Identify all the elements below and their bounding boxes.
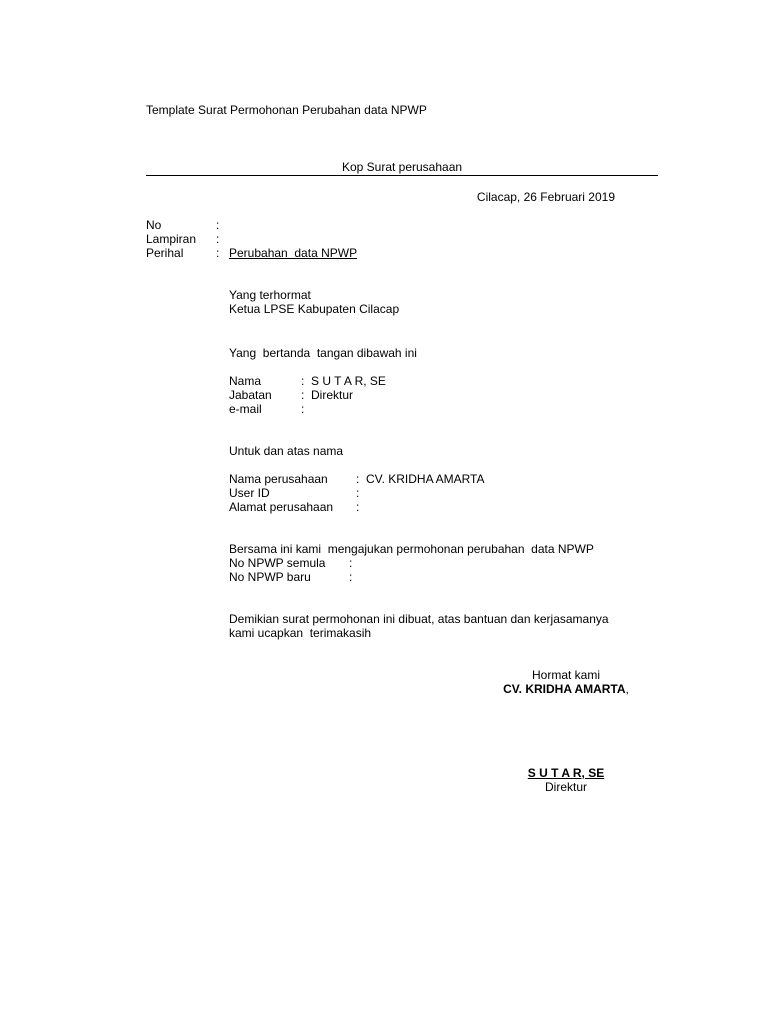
request-intro: Bersama ini kami mengajukan permohonan perubahan data NPWP — [229, 542, 594, 556]
ref-perihal-value: Perubahan data NPWP — [229, 246, 358, 260]
company-nama-colon: : — [356, 472, 360, 486]
recipient-name: Ketua LPSE Kabupaten Cilacap — [229, 302, 400, 316]
signer-nama-value: S U T A R, SE — [311, 374, 386, 388]
ref-perihal-colon: : — [216, 246, 220, 260]
npwp-old-colon: : — [349, 556, 353, 570]
recipient-salutation: Yang terhormat — [229, 288, 311, 302]
npwp-new-colon: : — [349, 570, 353, 584]
letterhead-placeholder: Kop Surat perusahaan — [341, 160, 463, 174]
signer-jabatan-colon: : — [301, 388, 305, 402]
ref-lampiran-colon: : — [216, 232, 220, 246]
npwp-old-label: No NPWP semula — [229, 556, 326, 570]
company-nama-label: Nama perusahaan — [229, 472, 328, 486]
signature-name-line — [466, 766, 666, 780]
signature-company-line — [466, 682, 666, 696]
template-title: Template Surat Permohonan Perubahan data NPWP — [146, 103, 427, 117]
place-date: Cilacap, 26 Februari 2019 — [476, 190, 615, 204]
ref-no-label: No — [146, 218, 162, 232]
ref-lampiran-label: Lampiran — [146, 232, 197, 246]
company-alamat-label: Alamat perusahaan — [229, 500, 334, 514]
signer-nama-label: Nama — [229, 374, 262, 388]
signer-jabatan-label: Jabatan — [229, 388, 272, 402]
signer-nama-colon: : — [301, 374, 305, 388]
ref-no-colon: : — [216, 218, 220, 232]
company-userid-label: User ID — [229, 486, 270, 500]
signature-greeting: Hormat kami — [531, 668, 600, 682]
closing-line-2: kami ucapkan terimakasih — [229, 626, 372, 640]
signature-company-suffix: , — [625, 682, 629, 696]
ref-perihal-label: Perihal — [146, 246, 184, 260]
npwp-new-label: No NPWP baru — [229, 570, 311, 584]
signer-email-colon: : — [301, 402, 305, 416]
signer-jabatan-value: Direktur — [311, 388, 354, 402]
signer-email-label: e-mail — [229, 402, 262, 416]
signature-company: CV. KRIDHA AMARTA — [503, 682, 626, 696]
letterhead-rule — [146, 175, 658, 176]
signature-title: Direktur — [544, 780, 587, 794]
company-nama-value: CV. KRIDHA AMARTA — [366, 472, 485, 486]
company-userid-colon: : — [356, 486, 360, 500]
signer-intro: Yang bertanda tangan dibawah ini — [229, 346, 417, 360]
on-behalf-text: Untuk dan atas nama — [229, 444, 344, 458]
company-alamat-colon: : — [356, 500, 360, 514]
closing-line-1: Demikian surat permohonan ini dibuat, atas bantuan dan kerjasamanya — [229, 612, 609, 626]
signature-name: S U T A R, SE — [527, 766, 605, 780]
